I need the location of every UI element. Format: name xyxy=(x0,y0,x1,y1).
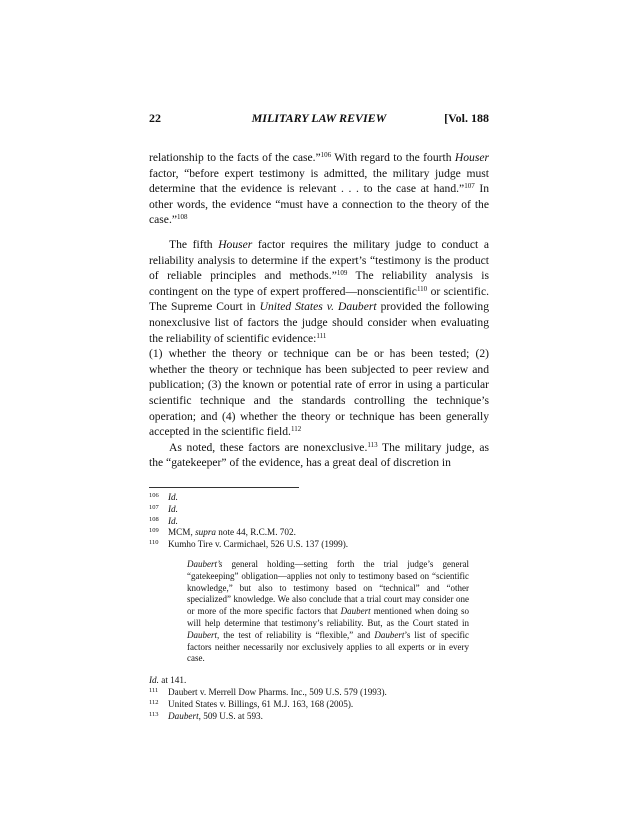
footnote-ref-111[interactable]: 111 xyxy=(316,331,327,340)
footnote-112: 112 United States v. Billings, 61 M.J. 163, 168 (2005). xyxy=(149,698,354,709)
footnote-ref-113[interactable]: 113 xyxy=(367,440,378,449)
volume-label: [Vol. 188 xyxy=(444,111,489,125)
paragraph-3: As noted, these factors are nonexclusive.$^{113}$ The military judge, as the “gatekeeper” of the evidence, has a great deal of discretion in xyxy=(149,440,489,470)
footnote-106: 106 Id. xyxy=(149,492,178,502)
footnote-110-quote: Daubert’s general holding—setting forth the trial judge’s general “gatekeeping” obligation—applies not only to testimony based on “scientific knowledge,” but also to testimony based on “technical” and “other specialized” knowledge. We also conclude that a trial court may consider one or more of the more specific factors that Daubert mentioned when doing so will help determine that testimony’s reliability. But, as the Court stated in Daubert, the test of reliability is “flexible,” and Daubert’s list of specific factors neither necessarily nor exclusively applies to all experts or in every case. xyxy=(187,558,469,664)
paragraph-2: The fifth Houser factor requires the military judge to conduct a reliability analysis to determine if the expert’s “testimony is the product of reliable principles and methods.”$^{109}$ The reliability analysis is contingent on the type of expert proffered—nonscientific$^{110}$ or scientific. The Supreme Court in United States v. Daubert provided the following nonexclusive list of factors the judge should consider when evaluating the reliability of scientific evidence:$^{111}$ xyxy=(149,237,489,345)
block-quote: (1) whether the theory or technique can be or has been tested; (2) whether the theory or technique has been subjected to peer review and publication; (3) the known or potential rate of error in using a particular scientific technique and the standards controlling the technique’s operation; and (4) whether the theory or technique has been generally accepted in the scientific field.$^{112}$ xyxy=(149,347,489,439)
footnote-110-continuation: Id. at 141. xyxy=(149,675,187,686)
running-header xyxy=(149,111,489,127)
footnote-108: 108 Id. xyxy=(149,515,178,526)
footnote-ref-106[interactable]: 106 xyxy=(320,151,332,159)
paragraph-1: relationship to the facts of the case.”$^{106}$ With regard to the fourth Houser factor, “before expert testimony is admitted, the military judge must determine that the evidence is relevant . . . to the case at hand.”$^{107}$ In other words, the evidence “must have a connection to the theory of the case.”$^{108}$ xyxy=(149,151,489,227)
footnote-109: 109 MCM, supra note 44, R.C.M. 702. xyxy=(149,527,296,538)
journal-title: MILITARY LAW REVIEW xyxy=(251,111,387,125)
footnote-ref-110[interactable]: 110 xyxy=(416,284,428,293)
footnote-ref-109[interactable]: 109 xyxy=(336,269,348,278)
footnote-ref-107[interactable]: 107 xyxy=(464,182,475,191)
footnote-ref-112[interactable]: 112 xyxy=(290,425,302,434)
footnote-divider xyxy=(149,487,299,488)
footnote-107: 107 Id. xyxy=(149,503,178,514)
footnotes xyxy=(149,492,489,722)
body-text xyxy=(149,150,489,471)
footnote-ref-108[interactable]: 108 xyxy=(177,213,188,222)
page-number: 22 xyxy=(149,111,161,125)
footnote-110: 110 Kumho Tire v. Carmichael, 526 U.S. 137 (1999). xyxy=(149,539,349,550)
footnote-113: 113 Daubert, 509 U.S. at 593. xyxy=(149,710,263,721)
footnote-111: 111 Daubert v. Merrell Dow Pharms. Inc., 509 U.S. 579 (1993). xyxy=(149,686,387,697)
